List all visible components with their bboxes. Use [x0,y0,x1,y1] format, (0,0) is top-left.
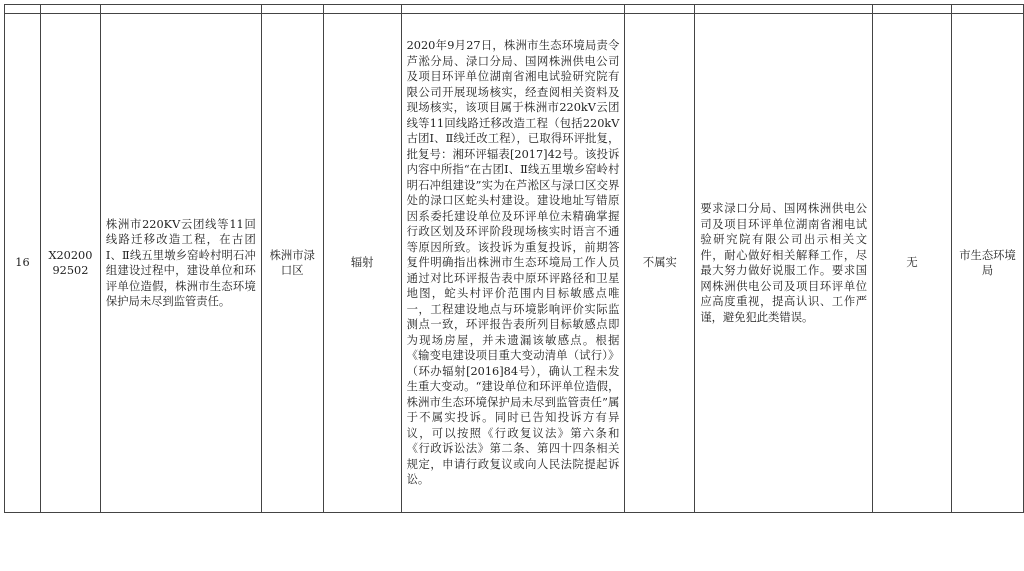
complaint-table [4,4,1024,513]
district: 株洲市渌口区 [261,14,323,513]
table-row [5,14,1024,513]
responsible-unit: 市生态环境局 [952,14,1024,513]
accountability: 无 [873,14,952,513]
rectification-measures: 要求渌口分局、国网株洲供电公司及项目环评单位湖南省湘电试验研究院有限公司出示相关文件，耐心做好相关解释工作，尽最大努力做好说服工作。要求国网株洲供电公司及项目环评单位应高度重视，提高认识、工作严谨，避免犯此类错误。 [695,14,873,513]
verdict: 不属实 [625,14,695,513]
table-row-top [5,5,1024,14]
row-index: 16 [5,14,41,513]
investigation-result: 2020年9月27日，株洲市生态环境局责令芦淞分局、渌口分局、国网株洲供电公司及项目环评单位湖南省湘电试验研究院有限公司开展现场核实，经查阅相关资料及现场核实，该项目属于株洲市220kV云团线等11回线路迁移改造工程（包括220kV古团Ⅰ、Ⅱ线迁改工程），已取得环评批复，批复号：湘环评辐表[2017]42号。该投诉内容中所指“在古团Ⅰ、Ⅱ线五里墩乡窑岭村明石冲组建设”实为在芦淞区与渌口区交界处的渌口区蛇头村建设。建设地址写错原因系委托建设单位及环评单位未精确掌握行政区划及环评阶段现场核实时语言不通等原因所致。该投诉为重复投诉，前期答复件明确指出株洲市生态环境局工作人员通过对比环评报告表中原环评路径和卫星地图，蛇头村评价范围内目标敏感点唯一，工程建设地点与环境影响评价实际监测点一致，环评报告表所列目标敏感点即为现场房屋，并未遗漏该敏感点。根据《输变电建设项目重大变动清单（试行）》（环办辐射[2016]84号），确认工程未发生重大变动。“建设单位和环评单位造假，株洲市生态环境保护局未尽到监管责任”属于不属实投诉。同时已告知投诉方有异议，可以按照《行政复议法》第六条和《行政诉讼法》第二条、第四十四条相关规定，申请行政复议或向人民法院提起诉讼。 [401,14,625,513]
case-code: X2020092502 [40,14,100,513]
complaint-content: 株洲市220KV云团线等11回线路迁移改造工程，在古团Ⅰ、Ⅱ线五里墩乡窑岭村明石冲组建设过程中，建设单位和环评单位造假，株洲市生态环境保护局未尽到监管责任。 [100,14,261,513]
category: 辐射 [323,14,401,513]
